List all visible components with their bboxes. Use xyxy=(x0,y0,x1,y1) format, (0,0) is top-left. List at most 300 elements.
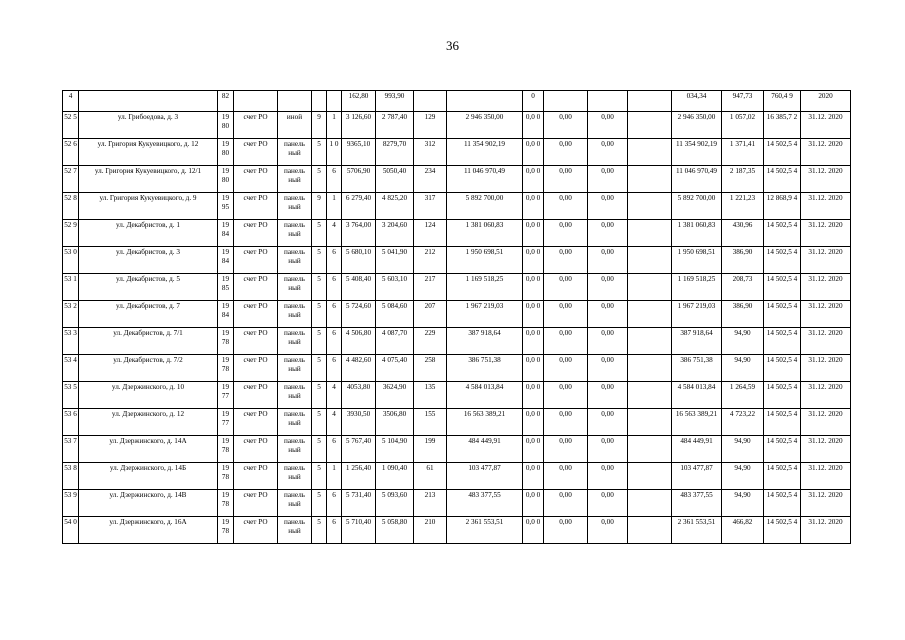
cell-addr: ул. Дзержинского, д. 16А xyxy=(79,517,218,544)
cell-area_total: 3 764,00 xyxy=(342,220,376,247)
cell-c7: 14 502,5 4 xyxy=(764,166,801,193)
cell-floors xyxy=(312,91,327,112)
cell-c5: 11 046 970,49 xyxy=(672,166,722,193)
table-row xyxy=(63,355,851,382)
cell-c7: 14 502,5 4 xyxy=(764,274,801,301)
cell-cost: 1 967 219,03 xyxy=(447,301,523,328)
cell-c5: 1 967 219,03 xyxy=(672,301,722,328)
cell-c2: 0,00 xyxy=(544,247,588,274)
page-number: 36 xyxy=(446,38,459,53)
cell-fund: счет РО xyxy=(234,301,278,328)
cell-fund: счет РО xyxy=(234,517,278,544)
cell-c7: 14 502,5 4 xyxy=(764,382,801,409)
cell-c1: 0,0 0 xyxy=(523,409,544,436)
cell-c6: 1 371,41 xyxy=(722,139,764,166)
cell-n: 52 9 xyxy=(63,220,79,247)
cell-c3: 0,00 xyxy=(588,490,628,517)
cell-people: 61 xyxy=(414,463,447,490)
cell-area_total: 4 482,60 xyxy=(342,355,376,382)
cell-area_res: 4 087,70 xyxy=(376,328,414,355)
cell-deadline: 31.12. 2020 xyxy=(801,193,851,220)
cell-n: 52 7 xyxy=(63,166,79,193)
cell-floors: 5 xyxy=(312,490,327,517)
cell-entr: 6 xyxy=(327,301,342,328)
cell-c4 xyxy=(628,517,672,544)
cell-deadline: 31.12. 2020 xyxy=(801,382,851,409)
cell-fund: счет РО xyxy=(234,274,278,301)
cell-wall: панель ный xyxy=(278,139,312,166)
cell-entr: 6 xyxy=(327,517,342,544)
cell-c4 xyxy=(628,409,672,436)
cell-c7: 14 502,5 4 xyxy=(764,409,801,436)
table-row xyxy=(63,166,851,193)
cell-entr: 6 xyxy=(327,328,342,355)
cell-year: 19 78 xyxy=(218,463,234,490)
table-row xyxy=(63,193,851,220)
table-row xyxy=(63,409,851,436)
cell-addr: ул. Дзержинского, д. 12 xyxy=(79,409,218,436)
table-row xyxy=(63,301,851,328)
cell-fund: счет РО xyxy=(234,139,278,166)
cell-area_total: 5 724,60 xyxy=(342,301,376,328)
cell-people: 217 xyxy=(414,274,447,301)
cell-people: 210 xyxy=(414,517,447,544)
cell-c1: 0,0 0 xyxy=(523,382,544,409)
cell-area_total: 5 680,10 xyxy=(342,247,376,274)
cell-c2: 0,00 xyxy=(544,274,588,301)
cell-c5: 4 584 013,84 xyxy=(672,382,722,409)
cell-wall: панель ный xyxy=(278,328,312,355)
cell-addr: ул. Дзержинского, д. 14В xyxy=(79,490,218,517)
cell-people: 234 xyxy=(414,166,447,193)
cell-fund: счет РО xyxy=(234,328,278,355)
cell-c1: 0,0 0 xyxy=(523,139,544,166)
cell-c5: 103 477,87 xyxy=(672,463,722,490)
cell-cost: 387 918,64 xyxy=(447,328,523,355)
cell-c1: 0,0 0 xyxy=(523,355,544,382)
cell-n: 53 7 xyxy=(63,436,79,463)
cell-c2: 0,00 xyxy=(544,355,588,382)
cell-entr: 6 xyxy=(327,274,342,301)
cell-addr: ул. Григория Кукуевицкого, д. 9 xyxy=(79,193,218,220)
cell-deadline: 31.12. 2020 xyxy=(801,490,851,517)
cell-people xyxy=(414,91,447,112)
cell-n: 52 8 xyxy=(63,193,79,220)
cell-c7: 14 502,5 4 xyxy=(764,220,801,247)
cell-c7: 14 502,5 4 xyxy=(764,139,801,166)
table-row xyxy=(63,463,851,490)
cell-c3: 0,00 xyxy=(588,382,628,409)
cell-floors: 9 xyxy=(312,112,327,139)
cell-deadline: 31.12. 2020 xyxy=(801,166,851,193)
cell-area_total: 3930,50 xyxy=(342,409,376,436)
cell-area_res: 5 093,60 xyxy=(376,490,414,517)
cell-c6: 1 057,02 xyxy=(722,112,764,139)
cell-c4 xyxy=(628,301,672,328)
cell-c7: 16 385,7 2 xyxy=(764,112,801,139)
cell-c1: 0,0 0 xyxy=(523,517,544,544)
cell-c7: 14 502,5 4 xyxy=(764,247,801,274)
cell-area_res: 3 204,60 xyxy=(376,220,414,247)
cell-deadline: 31.12. 2020 xyxy=(801,436,851,463)
cell-cost: 484 449,91 xyxy=(447,436,523,463)
cell-c1: 0,0 0 xyxy=(523,490,544,517)
cell-floors: 5 xyxy=(312,247,327,274)
cell-area_res: 1 090,40 xyxy=(376,463,414,490)
table-row xyxy=(63,328,851,355)
cell-floors: 5 xyxy=(312,436,327,463)
cell-cost: 103 477,87 xyxy=(447,463,523,490)
cell-people: 207 xyxy=(414,301,447,328)
cell-wall: панель ный xyxy=(278,463,312,490)
cell-c6: 466,82 xyxy=(722,517,764,544)
cell-people: 129 xyxy=(414,112,447,139)
cell-year: 19 78 xyxy=(218,355,234,382)
cell-n: 53 4 xyxy=(63,355,79,382)
cell-wall: панель ный xyxy=(278,166,312,193)
table-row xyxy=(63,112,851,139)
cell-c5: 2 361 553,51 xyxy=(672,517,722,544)
cell-wall: панель ный xyxy=(278,247,312,274)
cell-area_res: 2 787,40 xyxy=(376,112,414,139)
cell-fund: счет РО xyxy=(234,409,278,436)
cell-c5: 11 354 902,19 xyxy=(672,139,722,166)
cell-area_total: 5 710,40 xyxy=(342,517,376,544)
cell-floors: 5 xyxy=(312,328,327,355)
cell-wall: панель ный xyxy=(278,382,312,409)
cell-c4 xyxy=(628,463,672,490)
table-row xyxy=(63,274,851,301)
cell-c6: 386,90 xyxy=(722,247,764,274)
cell-c3 xyxy=(588,91,628,112)
cell-c2: 0,00 xyxy=(544,193,588,220)
cell-c1: 0,0 0 xyxy=(523,463,544,490)
cell-fund: счет РО xyxy=(234,382,278,409)
cell-c5: 1 169 518,25 xyxy=(672,274,722,301)
cell-c5: 16 563 389,21 xyxy=(672,409,722,436)
cell-c3: 0,00 xyxy=(588,328,628,355)
cell-year: 19 78 xyxy=(218,490,234,517)
cell-c3: 0,00 xyxy=(588,409,628,436)
cell-people: 155 xyxy=(414,409,447,436)
cell-c4 xyxy=(628,166,672,193)
cell-area_total: 9365,10 xyxy=(342,139,376,166)
cell-c3: 0,00 xyxy=(588,193,628,220)
cell-c6: 208,73 xyxy=(722,274,764,301)
cell-entr: 6 xyxy=(327,436,342,463)
cell-people: 317 xyxy=(414,193,447,220)
cell-entr: 6 xyxy=(327,490,342,517)
cell-year: 19 78 xyxy=(218,328,234,355)
cell-addr: ул. Декабристов, д. 7 xyxy=(79,301,218,328)
cell-c6: 1 221,23 xyxy=(722,193,764,220)
cell-cost xyxy=(447,91,523,112)
cell-year: 19 80 xyxy=(218,112,234,139)
cell-wall: панель ный xyxy=(278,193,312,220)
cell-fund: счет РО xyxy=(234,166,278,193)
cell-year: 19 84 xyxy=(218,220,234,247)
cell-addr: ул. Дзержинского, д. 14Б xyxy=(79,463,218,490)
cell-addr: ул. Декабристов, д. 7/1 xyxy=(79,328,218,355)
cell-entr: 6 xyxy=(327,166,342,193)
cell-c4 xyxy=(628,193,672,220)
cell-cost: 1 950 698,51 xyxy=(447,247,523,274)
cell-n: 53 5 xyxy=(63,382,79,409)
cell-c7: 14 502,5 4 xyxy=(764,436,801,463)
cell-floors: 5 xyxy=(312,301,327,328)
cell-c5: 5 892 700,00 xyxy=(672,193,722,220)
cell-n: 53 2 xyxy=(63,301,79,328)
cell-c7: 14 502,5 4 xyxy=(764,301,801,328)
cell-fund: счет РО xyxy=(234,355,278,382)
cell-c2: 0,00 xyxy=(544,166,588,193)
cell-c2: 0,00 xyxy=(544,139,588,166)
cell-addr: ул. Грибоедова, д. 3 xyxy=(79,112,218,139)
cell-c6: 94,90 xyxy=(722,355,764,382)
cell-addr: ул. Декабристов, д. 5 xyxy=(79,274,218,301)
cell-wall: панель ный xyxy=(278,517,312,544)
cell-c4 xyxy=(628,382,672,409)
cell-people: 213 xyxy=(414,490,447,517)
cell-wall: иной xyxy=(278,112,312,139)
cell-wall: панель ный xyxy=(278,436,312,463)
cell-wall xyxy=(278,91,312,112)
cell-area_total: 3 126,60 xyxy=(342,112,376,139)
cell-area_res: 5 041,90 xyxy=(376,247,414,274)
cell-c4 xyxy=(628,355,672,382)
cell-addr: ул. Декабристов, д. 7/2 xyxy=(79,355,218,382)
cell-c5: 034,34 xyxy=(672,91,722,112)
table-row xyxy=(63,139,851,166)
cell-c5: 386 751,38 xyxy=(672,355,722,382)
cell-people: 135 xyxy=(414,382,447,409)
cell-c5: 2 946 350,00 xyxy=(672,112,722,139)
cell-c2: 0,00 xyxy=(544,328,588,355)
cell-c6: 386,90 xyxy=(722,301,764,328)
cell-floors: 9 xyxy=(312,193,327,220)
cell-year: 19 80 xyxy=(218,166,234,193)
cell-c2: 0,00 xyxy=(544,382,588,409)
cell-n: 53 9 xyxy=(63,490,79,517)
cell-c3: 0,00 xyxy=(588,166,628,193)
cell-area_res: 5 058,80 xyxy=(376,517,414,544)
cell-deadline: 31.12. 2020 xyxy=(801,139,851,166)
cell-c1: 0,0 0 xyxy=(523,436,544,463)
cell-cost: 386 751,38 xyxy=(447,355,523,382)
cell-area_res: 8279,70 xyxy=(376,139,414,166)
cell-deadline: 31.12. 2020 xyxy=(801,274,851,301)
cell-floors: 5 xyxy=(312,166,327,193)
cell-addr xyxy=(79,91,218,112)
cell-c3: 0,00 xyxy=(588,274,628,301)
cell-c3: 0,00 xyxy=(588,139,628,166)
cell-entr: 1 0 xyxy=(327,139,342,166)
cell-c1: 0,0 0 xyxy=(523,166,544,193)
cell-n: 53 1 xyxy=(63,274,79,301)
cell-fund: счет РО xyxy=(234,436,278,463)
cell-entr: 4 xyxy=(327,220,342,247)
cell-year: 19 77 xyxy=(218,409,234,436)
cell-c3: 0,00 xyxy=(588,355,628,382)
cell-c6: 94,90 xyxy=(722,490,764,517)
cell-c1: 0,0 0 xyxy=(523,247,544,274)
cell-floors: 5 xyxy=(312,220,327,247)
cell-c3: 0,00 xyxy=(588,301,628,328)
cell-c1: 0,0 0 xyxy=(523,112,544,139)
cell-deadline: 2020 xyxy=(801,91,851,112)
cell-c2: 0,00 xyxy=(544,220,588,247)
cell-c6: 94,90 xyxy=(722,436,764,463)
cell-fund xyxy=(234,91,278,112)
cell-cost: 1 381 060,83 xyxy=(447,220,523,247)
cell-cost: 11 046 970,49 xyxy=(447,166,523,193)
cell-area_total: 5 767,40 xyxy=(342,436,376,463)
cell-c4 xyxy=(628,247,672,274)
cell-area_res: 4 075,40 xyxy=(376,355,414,382)
cell-year: 19 84 xyxy=(218,301,234,328)
cell-c5: 484 449,91 xyxy=(672,436,722,463)
cell-entr: 1 xyxy=(327,193,342,220)
cell-entr xyxy=(327,91,342,112)
cell-cost: 11 354 902,19 xyxy=(447,139,523,166)
cell-c4 xyxy=(628,274,672,301)
cell-area_res: 3506,80 xyxy=(376,409,414,436)
cell-cost: 16 563 389,21 xyxy=(447,409,523,436)
cell-wall: панель ный xyxy=(278,301,312,328)
cell-deadline: 31.12. 2020 xyxy=(801,301,851,328)
cell-wall: панель ный xyxy=(278,409,312,436)
cell-n: 53 3 xyxy=(63,328,79,355)
cell-entr: 4 xyxy=(327,409,342,436)
cell-c5: 1 381 060,83 xyxy=(672,220,722,247)
table-row xyxy=(63,517,851,544)
cell-people: 312 xyxy=(414,139,447,166)
cell-fund: счет РО xyxy=(234,193,278,220)
cell-c7: 14 502,5 4 xyxy=(764,517,801,544)
cell-c2: 0,00 xyxy=(544,112,588,139)
cell-floors: 5 xyxy=(312,409,327,436)
cell-c1: 0,0 0 xyxy=(523,301,544,328)
cell-c7: 760,4 9 xyxy=(764,91,801,112)
cell-c4 xyxy=(628,112,672,139)
cell-area_res: 3624,90 xyxy=(376,382,414,409)
cell-c3: 0,00 xyxy=(588,112,628,139)
cell-fund: счет РО xyxy=(234,220,278,247)
cell-n: 53 8 xyxy=(63,463,79,490)
cell-addr: ул. Григория Кукуевицкого, д. 12/1 xyxy=(79,166,218,193)
cell-deadline: 31.12. 2020 xyxy=(801,355,851,382)
cell-year: 82 xyxy=(218,91,234,112)
cell-cost: 4 584 013,84 xyxy=(447,382,523,409)
cell-cost: 2 361 553,51 xyxy=(447,517,523,544)
cell-c5: 387 918,64 xyxy=(672,328,722,355)
cell-c6: 4 723,22 xyxy=(722,409,764,436)
cell-entr: 1 xyxy=(327,463,342,490)
cell-c2: 0,00 xyxy=(544,517,588,544)
cell-area_res: 5 084,60 xyxy=(376,301,414,328)
cell-area_total: 5706,90 xyxy=(342,166,376,193)
cell-c7: 14 502,5 4 xyxy=(764,490,801,517)
cell-c2: 0,00 xyxy=(544,301,588,328)
cell-floors: 5 xyxy=(312,355,327,382)
cell-floors: 5 xyxy=(312,517,327,544)
cell-c5: 483 377,55 xyxy=(672,490,722,517)
cell-fund: счет РО xyxy=(234,247,278,274)
cell-c6: 1 264,59 xyxy=(722,382,764,409)
cell-deadline: 31.12. 2020 xyxy=(801,409,851,436)
cell-c7: 12 868,9 4 xyxy=(764,193,801,220)
cell-area_res: 4 825,20 xyxy=(376,193,414,220)
cell-year: 19 78 xyxy=(218,436,234,463)
cell-c1: 0,0 0 xyxy=(523,220,544,247)
cell-c6: 947,73 xyxy=(722,91,764,112)
cell-area_res: 5 104,90 xyxy=(376,436,414,463)
cell-c1: 0 xyxy=(523,91,544,112)
cell-year: 19 84 xyxy=(218,247,234,274)
cell-c6: 2 187,35 xyxy=(722,166,764,193)
cell-deadline: 31.12. 2020 xyxy=(801,247,851,274)
cell-floors: 5 xyxy=(312,139,327,166)
cell-addr: ул. Дзержинского, д. 14А xyxy=(79,436,218,463)
cell-floors: 5 xyxy=(312,463,327,490)
cell-c7: 14 502,5 4 xyxy=(764,355,801,382)
cell-c3: 0,00 xyxy=(588,463,628,490)
cell-n: 52 6 xyxy=(63,139,79,166)
cell-n: 52 5 xyxy=(63,112,79,139)
cell-n: 4 xyxy=(63,91,79,112)
cell-c4 xyxy=(628,436,672,463)
cell-area_total: 4053,80 xyxy=(342,382,376,409)
cell-c4 xyxy=(628,490,672,517)
cell-entr: 6 xyxy=(327,355,342,382)
cell-area_total: 1 256,40 xyxy=(342,463,376,490)
cell-c2: 0,00 xyxy=(544,490,588,517)
cell-addr: ул. Декабристов, д. 1 xyxy=(79,220,218,247)
cell-fund: счет РО xyxy=(234,112,278,139)
cell-n: 53 0 xyxy=(63,247,79,274)
cell-people: 229 xyxy=(414,328,447,355)
table-row xyxy=(63,490,851,517)
table-row xyxy=(63,220,851,247)
cell-c1: 0,0 0 xyxy=(523,193,544,220)
cell-c1: 0,0 0 xyxy=(523,328,544,355)
cell-fund: счет РО xyxy=(234,490,278,517)
cell-wall: панель ный xyxy=(278,355,312,382)
cell-n: 54 0 xyxy=(63,517,79,544)
cell-wall: панель ный xyxy=(278,220,312,247)
cell-year: 19 80 xyxy=(218,139,234,166)
cell-year: 19 95 xyxy=(218,193,234,220)
cell-c3: 0,00 xyxy=(588,436,628,463)
cell-c5: 1 950 698,51 xyxy=(672,247,722,274)
cell-deadline: 31.12. 2020 xyxy=(801,112,851,139)
table-row xyxy=(63,91,851,112)
cell-entr: 1 xyxy=(327,112,342,139)
cell-c1: 0,0 0 xyxy=(523,274,544,301)
cell-c3: 0,00 xyxy=(588,247,628,274)
cell-area_total: 4 506,80 xyxy=(342,328,376,355)
cell-area_total: 5 731,40 xyxy=(342,490,376,517)
cell-cost: 2 946 350,00 xyxy=(447,112,523,139)
cell-wall: панель ный xyxy=(278,490,312,517)
cell-c6: 94,90 xyxy=(722,328,764,355)
cell-c4 xyxy=(628,328,672,355)
cell-area_res: 993,90 xyxy=(376,91,414,112)
cell-area_total: 162,80 xyxy=(342,91,376,112)
cell-deadline: 31.12. 2020 xyxy=(801,220,851,247)
cell-c4 xyxy=(628,139,672,166)
cell-year: 19 78 xyxy=(218,517,234,544)
